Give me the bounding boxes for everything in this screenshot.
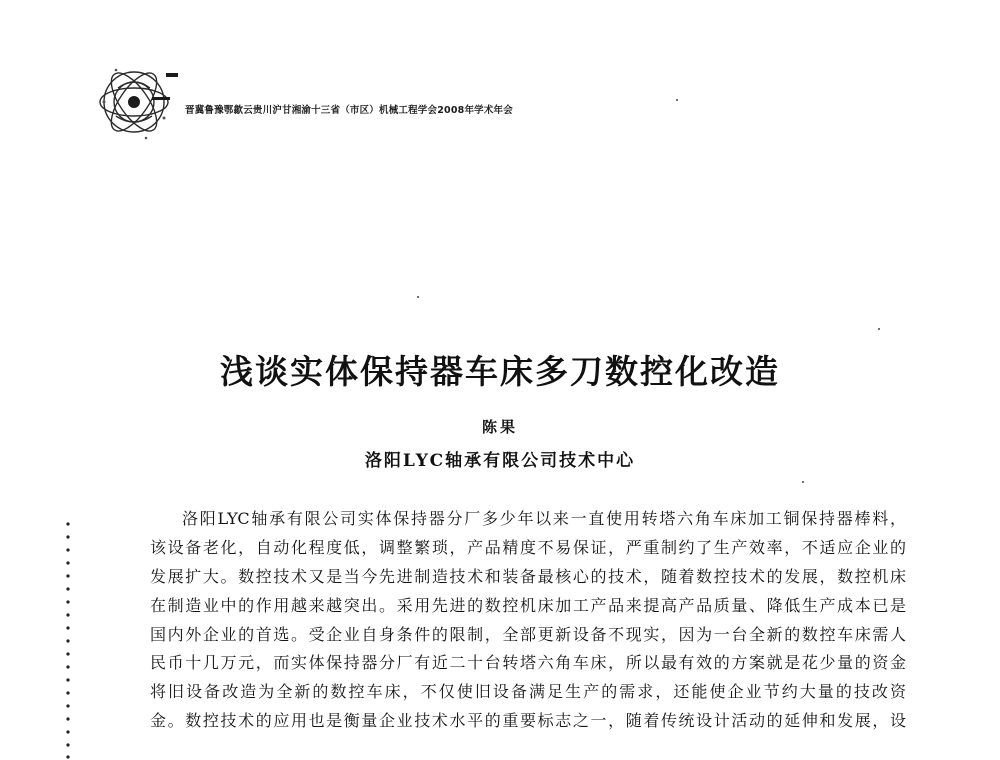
- body-line: 洛阳LYC轴承有限公司实体保持器分厂多少年以来一直使用转塔六角车床加工铜保持器棒料，: [182, 509, 906, 528]
- body-line: 在制造业中的作用越来越突出。采用先进的数控机床加工产品来提高产品质量、降低生产成本已是: [150, 595, 906, 615]
- body-line: 该设备老化，自动化程度低，调整繁琐，产品精度不易保证，严重制约了生产效率，不适应企业的: [150, 537, 906, 557]
- body-line: 国内外企业的首选。受企业自身条件的限制，全部更新设备不现实，因为一台全新的数控车床需人: [150, 624, 906, 644]
- author-name: 陈果: [481, 418, 518, 436]
- society-emblem-icon: [96, 58, 186, 146]
- body-line: 发展扩大。数控技术又是当今先进制造技术和装备最核心的技术，随着数控技术的发展，数控机床: [150, 566, 906, 586]
- author-affiliation: 洛阳LYC轴承有限公司技术中心: [364, 451, 636, 471]
- body-line: 民币十几万元，而实体保持器分厂有近二十台转塔六角车床，所以最有效的方案就是花少量的资金: [150, 653, 906, 673]
- scan-speck: [676, 99, 678, 101]
- body-paragraph: [150, 505, 906, 736]
- body-line: 金。数控技术的应用也是衡量企业技术水平的重要标志之一，随着传统设计活动的延伸和发展，设: [150, 711, 906, 731]
- scan-speck: [417, 296, 419, 298]
- body-line: 将旧设备改造为全新的数控车床，不仅使旧设备满足生产的需求，还能使企业节约大量的技改资: [150, 682, 906, 702]
- conference-header: 晋冀鲁豫鄂歙云贵川沪甘湘渝十三省（市区）机械工程学会2008年学术年会: [185, 105, 513, 116]
- scan-speck: [802, 481, 804, 483]
- binding-margin-dots: [64, 520, 72, 760]
- paper-title: 浅谈实体保持器车床多刀数控化改造: [220, 352, 780, 391]
- scan-speck: [878, 328, 880, 330]
